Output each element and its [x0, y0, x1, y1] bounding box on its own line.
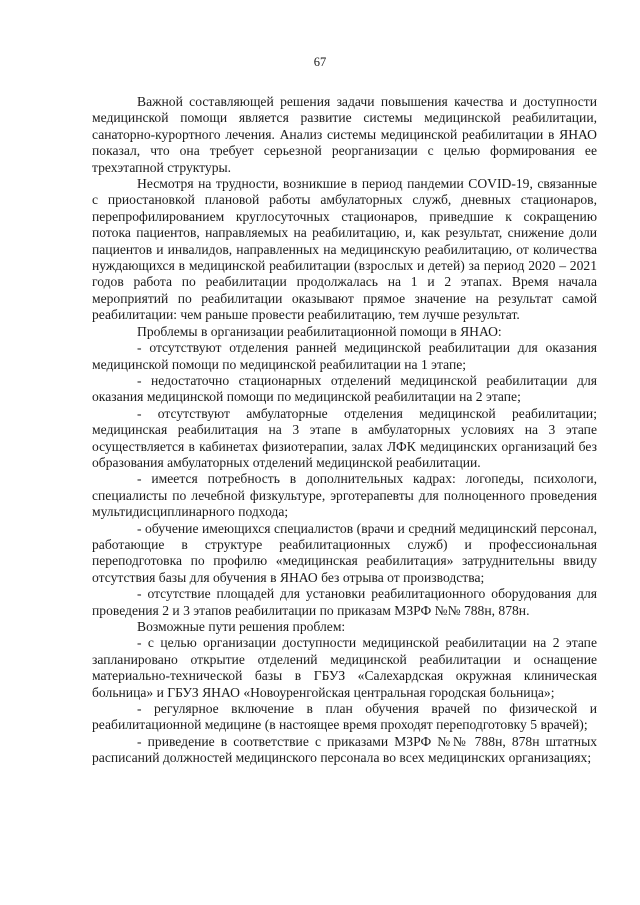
problem-item-1: - отсутствуют отделения ранней медицинской реабилитации для оказания медицинской помощи по медицинской реабилитации на 1 этапе;: [92, 340, 597, 372]
paragraph-rehab-intro: Важной составляющей решения задачи повышения качества и доступности медицинской помощи является развитие системы медицинской реабилитации, санаторно-курортного лечения. Анализ системы медицинской реабилитации в ЯНАО показал, что она требует серьезной реорганизации с целью формирования ее трехэтапной структуры.: [92, 94, 597, 175]
solution-item-2: - регулярное включение в план обучения врачей по физической и реабилитационной медицине (в настоящее время проходят переподготовку 5 врачей);: [92, 701, 597, 733]
paragraph-covid-impact: Несмотря на трудности, возникшие в период пандемии COVID-19, связанные с приостановкой плановой работы амбулаторных служб, дневных стационаров, перепрофилированием круглосуточных стационаров, приведшие к сокращению потока пациентов, направляемых на реабилитацию, и, как результат, снижение доли пациентов и инвалидов, направленных на медицинскую реабилитацию, от количества нуждающихся в медицинской реабилитации (взрослых и детей) за период 2020 – 2021 годов работа по реабилитации продолжалась на 1 и 2 этапах. Время начала мероприятий по реабилитации оказывают прямое значение на результат самой реабилитации: чем раньше провести реабилитацию, тем лучше результат.: [92, 176, 597, 323]
heading-solutions: Возможные пути решения проблем:: [137, 619, 346, 634]
heading-problems: Проблемы в организации реабилитационной помощи в ЯНАО:: [137, 323, 502, 339]
page-number: 67: [313, 55, 327, 69]
solution-item-3: - приведение в соответствие с приказами МЗРФ №№ 788н, 878н штатных расписаний должностей медицинского персонала во всех медицинских организациях;: [92, 733, 597, 766]
problem-item-2: - недостаточно стационарных отделений медицинской реабилитации для оказания медицинской помощи по медицинской реабилитации на 2 этапе;: [92, 372, 597, 405]
problem-item-6: - отсутствие площадей для установки реабилитационного оборудования для проведения 2 и 3 этапов реабилитации по приказам МЗРФ №№ 788н, 878н.: [92, 586, 597, 618]
solution-item-1: - с целью организации доступности медицинской реабилитации на 2 этапе запланировано открытие отделений медицинской реабилитации и оснащение материально-технической базы в ГБУЗ «Салехардская окружная клиническая больница» и ГБУЗ ЯНАО «Новоуренгойская центральная городская больница»;: [92, 635, 597, 700]
problem-item-3: - отсутствуют амбулаторные отделения медицинской реабилитации; медицинская реабилитация на 3 этапе в амбулаторных условиях на 3 этапе осуществляется в кабинетах физиотерапии, залах ЛФК медицинских организаций без образования амбулаторных отделений медицинской реабилитации.: [92, 405, 597, 470]
problem-item-5: - обучение имеющихся специалистов (врачи и средний медицинский персонал, работающие в структуре реабилитационных служб) и профессиональная переподготовка по профилю «медицинская реабилитация» затруднительны ввиду отсутствия базы для обучения в ЯНАО без отрыва от производства;: [92, 520, 597, 585]
page-body: [92, 94, 597, 767]
problem-item-4: - имеется потребность в дополнительных кадрах: логопеды, психологи, специалисты по лечебной физкультуре, эрготерапевты для полноценного проведения мультидисциплинарного подхода;: [92, 471, 597, 520]
